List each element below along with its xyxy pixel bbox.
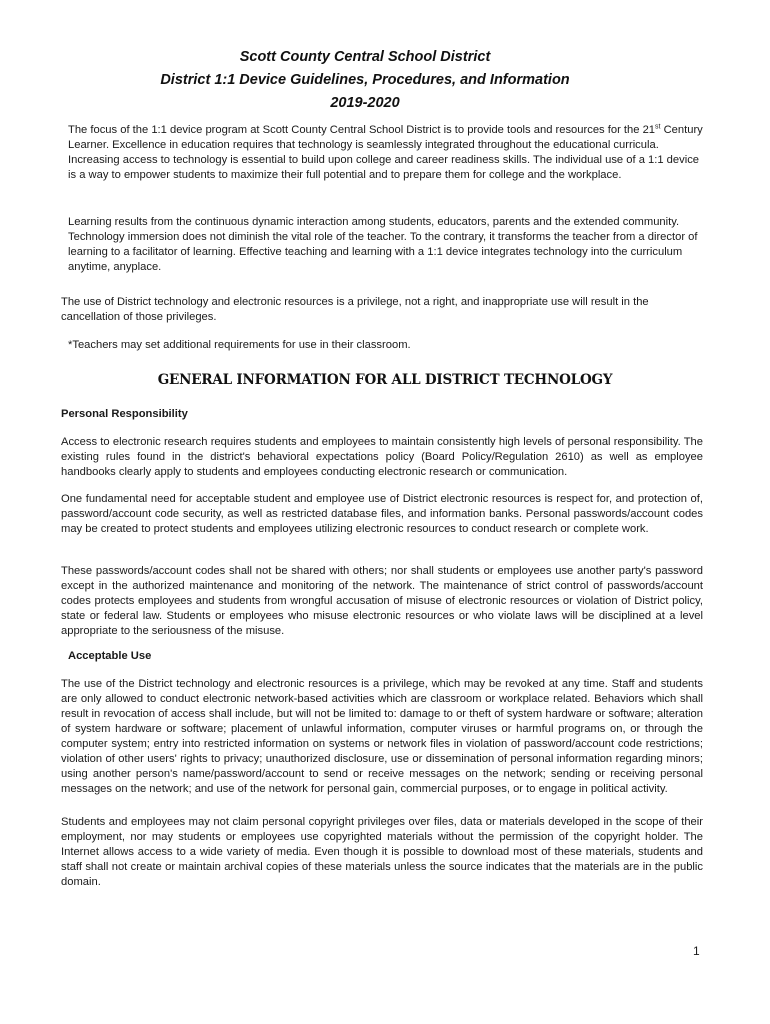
- school-year: 2019-2020: [330, 95, 400, 111]
- page-number: 1: [693, 944, 700, 958]
- personal-responsibility-heading: Personal Responsibility: [61, 408, 188, 420]
- intro-paragraph-2: Learning results from the continuous dynamic interaction among students, educators, parents and the extended community. Technology immersion does not diminish the vital role of the teacher. To the contrary, it transforms the teacher from a director of learning to a facilitator of learning. Effective teaching and learning with a 1:1 device integrates technology into the curriculum anytime, anyplace.: [68, 216, 698, 273]
- acceptable-use-heading: Acceptable Use: [68, 650, 152, 662]
- intro-paragraph-1: [68, 123, 708, 183]
- section-heading: GENERAL INFORMATION FOR ALL DISTRICT TECHNOLOGY: [157, 372, 613, 388]
- teacher-note: *Teachers may set additional requirements for use in their classroom.: [68, 339, 411, 351]
- personal-responsibility-paragraph-1: Access to electronic research requires students and employees to maintain consistently high levels of personal responsibility. The existing rules found in the district's behavioral expectations policy (Board Policy/Regulation 2610) as well as employee handbooks clearly apply to students and employees conducting electronic research or communication.: [61, 436, 703, 478]
- personal-responsibility-paragraph-3: These passwords/account codes shall not be shared with others; nor shall students or employees use another party's password except in the authorized maintenance and monitoring of the network. The maintenance of strict control of passwords/account codes protects employees and students from wrongful accusation of misuse of electronic resources or violation of District policy, state or federal law. Students or employees who misuse electronic resources or who violate laws will be disciplined at a level appropriate to the seriousness of the misuse.: [61, 565, 703, 637]
- acceptable-use-paragraph-2: Students and employees may not claim personal copyright privileges over files, data or materials developed in the scope of their employment, nor may students or employees use copyrighted materials without the permission of the copyright holder. The Internet allows access to a wide variety of media. Even though it is possible to download most of these materials, students and staff shall not create or maintain archival copies of these materials unless the source indicates that the materials are in the public domain.: [61, 816, 703, 888]
- district-name: Scott County Central School District: [239, 49, 491, 65]
- personal-responsibility-paragraph-2: One fundamental need for acceptable student and employee use of District electronic resources is respect for, and protection of, password/account code security, as well as restricted database files, and information banks. Personal passwords/account codes may be created to protect students and employees utilizing electronic resources to conduct research or complete work.: [61, 493, 703, 535]
- acceptable-use-paragraph-1: The use of the District technology and electronic resources is a privilege, which may be revoked at any time. Staff and students are only allowed to conduct electronic network-based activities which are classroom or workplace related. Behaviors which shall result in revocation of access shall include, but will not be limited to: damage to or theft of system hardware or software; alteration of system hardware or software; placement of unlawful information, computer viruses or harmful programs on, or through the computer system; entry into restricted information on systems or network files in violation of password/account code restrictions; violation of other users' rights to privacy; unauthorized disclosure, use or dissemination of personal information regarding minors; using another person's name/password/account to send or receive messages on the network; sending or receiving personal messages on the network; and use of the network for personal gain, commercial purposes, or to engage in political activity.: [61, 678, 703, 795]
- title-block: [0, 46, 730, 115]
- intro-p1-text-end: Century Learner. Excellence in education requires that technology is seamlessly integrated throughout the educational curricula. Increasing access to technology is essential to build upon college and career readiness skills. The individual use of a 1:1 device is a way to empower students to maximize their full potential and to prepare them for college and the workplace.: [68, 124, 703, 181]
- privilege-statement: The use of District technology and electronic resources is a privilege, not a right, and inappropriate use will result in the cancellation of those privileges.: [61, 296, 649, 323]
- intro-p1-text-start: The focus of the 1:1 device program at Scott County Central School District is to provide tools and resources for the 21: [68, 124, 656, 136]
- ordinal-superscript: st: [655, 123, 661, 131]
- document-title: District 1:1 Device Guidelines, Procedures, and Information: [160, 72, 570, 88]
